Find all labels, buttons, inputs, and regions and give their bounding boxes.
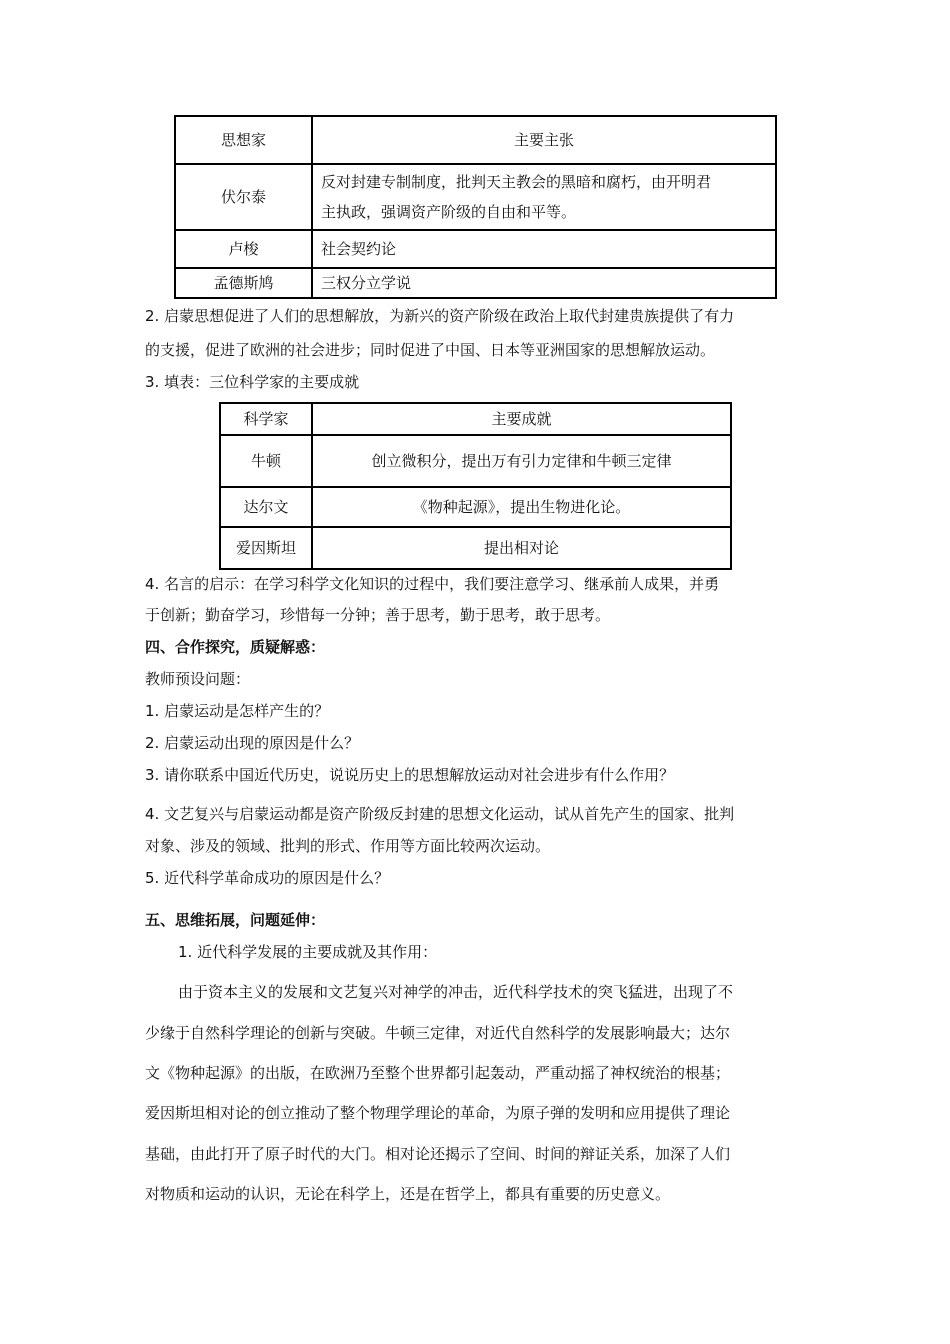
scientists-table (219, 402, 732, 570)
header-scientist: 科学家 (220, 403, 312, 435)
body-line: 基础，由此打开了原子时代的大门。相对论还揭示了空间、时间的辩证关系，加深了人们 (145, 1145, 731, 1163)
body-line: 对物质和运动的认识，无论在科学上，还是在哲学上，都具有重要的历史意义。 (145, 1185, 671, 1203)
thinker-claim: 社会契约论 (312, 230, 776, 268)
header-achievement: 主要成就 (312, 403, 731, 435)
thinker-claim (312, 164, 776, 230)
section-4-intro: 教师预设问题： (145, 670, 251, 688)
table-row (220, 487, 731, 527)
body-line: 由于资本主义的发展和文艺复兴对神学的冲击，近代科学技术的突飞猛进，出现了不 (178, 983, 734, 1001)
body-line: 少缘于自然科学理论的创新与突破。牛顿三定律，对近代自然科学的发展影响最大；达尔 (145, 1024, 731, 1042)
scientist-achievement: 创立微积分，提出万有引力定律和牛顿三定律 (312, 435, 731, 487)
section-4-heading: 四、合作探究，质疑解惑： (145, 638, 326, 656)
question-2: 2. 启蒙运动出现的原因是什么？ (145, 734, 360, 752)
section-5-heading: 五、思维拓展，问题延伸： (145, 911, 326, 929)
question-4-line2: 对象、涉及的领域、批判的形式、作用等方面比较两次运动。 (145, 837, 551, 855)
scientist-achievement: 提出相对论 (312, 527, 731, 569)
question-5: 5. 近代科学革命成功的原因是什么？ (145, 869, 390, 887)
table-row (220, 435, 731, 487)
claim-line: 主执政，强调资产阶级的自由和平等。 (321, 203, 577, 221)
thinker-claim: 三权分立学说 (312, 268, 776, 298)
header-thinker: 思想家 (175, 116, 312, 164)
table-row (220, 527, 731, 569)
table-row (175, 230, 776, 268)
body-line: 爱因斯坦相对论的创立推动了整个物理学理论的革命，为原子弹的发明和应用提供了理论 (145, 1104, 731, 1122)
scientist-achievement: 《物种起源》，提出生物进化论。 (312, 487, 731, 527)
thinker-name: 卢梭 (175, 230, 312, 268)
section-5-subheading: 1. 近代科学发展的主要成就及其作用： (178, 943, 438, 961)
table-row (175, 268, 776, 298)
question-3: 3. 请你联系中国近代历史，说说历史上的思想解放运动对社会进步有什么作用？ (145, 766, 675, 784)
table-row (175, 164, 776, 230)
claim-line: 反对封建专制制度，批判天主教会的黑暗和腐朽，由开明君 (321, 173, 712, 191)
body-line: 文《物种起源》的出版，在欧洲乃至整个世界都引起轰动，严重动摇了神权统治的根基； (145, 1064, 731, 1082)
scientist-name: 爱因斯坦 (220, 527, 312, 569)
paragraph-4-line2: 于创新；勤奋学习，珍惜每一分钟；善于思考，勤于思考，敢于思考。 (145, 606, 611, 624)
thinker-name: 孟德斯鸠 (175, 268, 312, 298)
table-header-row (220, 403, 731, 435)
paragraph-2-line2: 的支援，促进了欧洲的社会进步；同时促进了中国、日本等亚洲国家的思想解放运动。 (145, 341, 716, 359)
thinkers-table (174, 115, 777, 299)
paragraph-2-line1: 2. 启蒙思想促进了人们的思想解放，为新兴的资产阶级在政治上取代封建贵族提供了有力 (145, 307, 735, 325)
scientist-name: 达尔文 (220, 487, 312, 527)
paragraph-4-line1: 4. 名言的启示：在学习科学文化知识的过程中，我们要注意学习、继承前人成果，并勇 (145, 575, 720, 593)
thinker-name: 伏尔泰 (175, 164, 312, 230)
paragraph-3: 3. 填表：三位科学家的主要成就 (145, 373, 360, 391)
header-main-claims: 主要主张 (312, 116, 776, 164)
table-header-row (175, 116, 776, 164)
question-4-line1: 4. 文艺复兴与启蒙运动都是资产阶级反封建的思想文化运动，试从首先产生的国家、批判 (145, 805, 735, 823)
scientist-name: 牛顿 (220, 435, 312, 487)
question-1: 1. 启蒙运动是怎样产生的？ (145, 702, 330, 720)
